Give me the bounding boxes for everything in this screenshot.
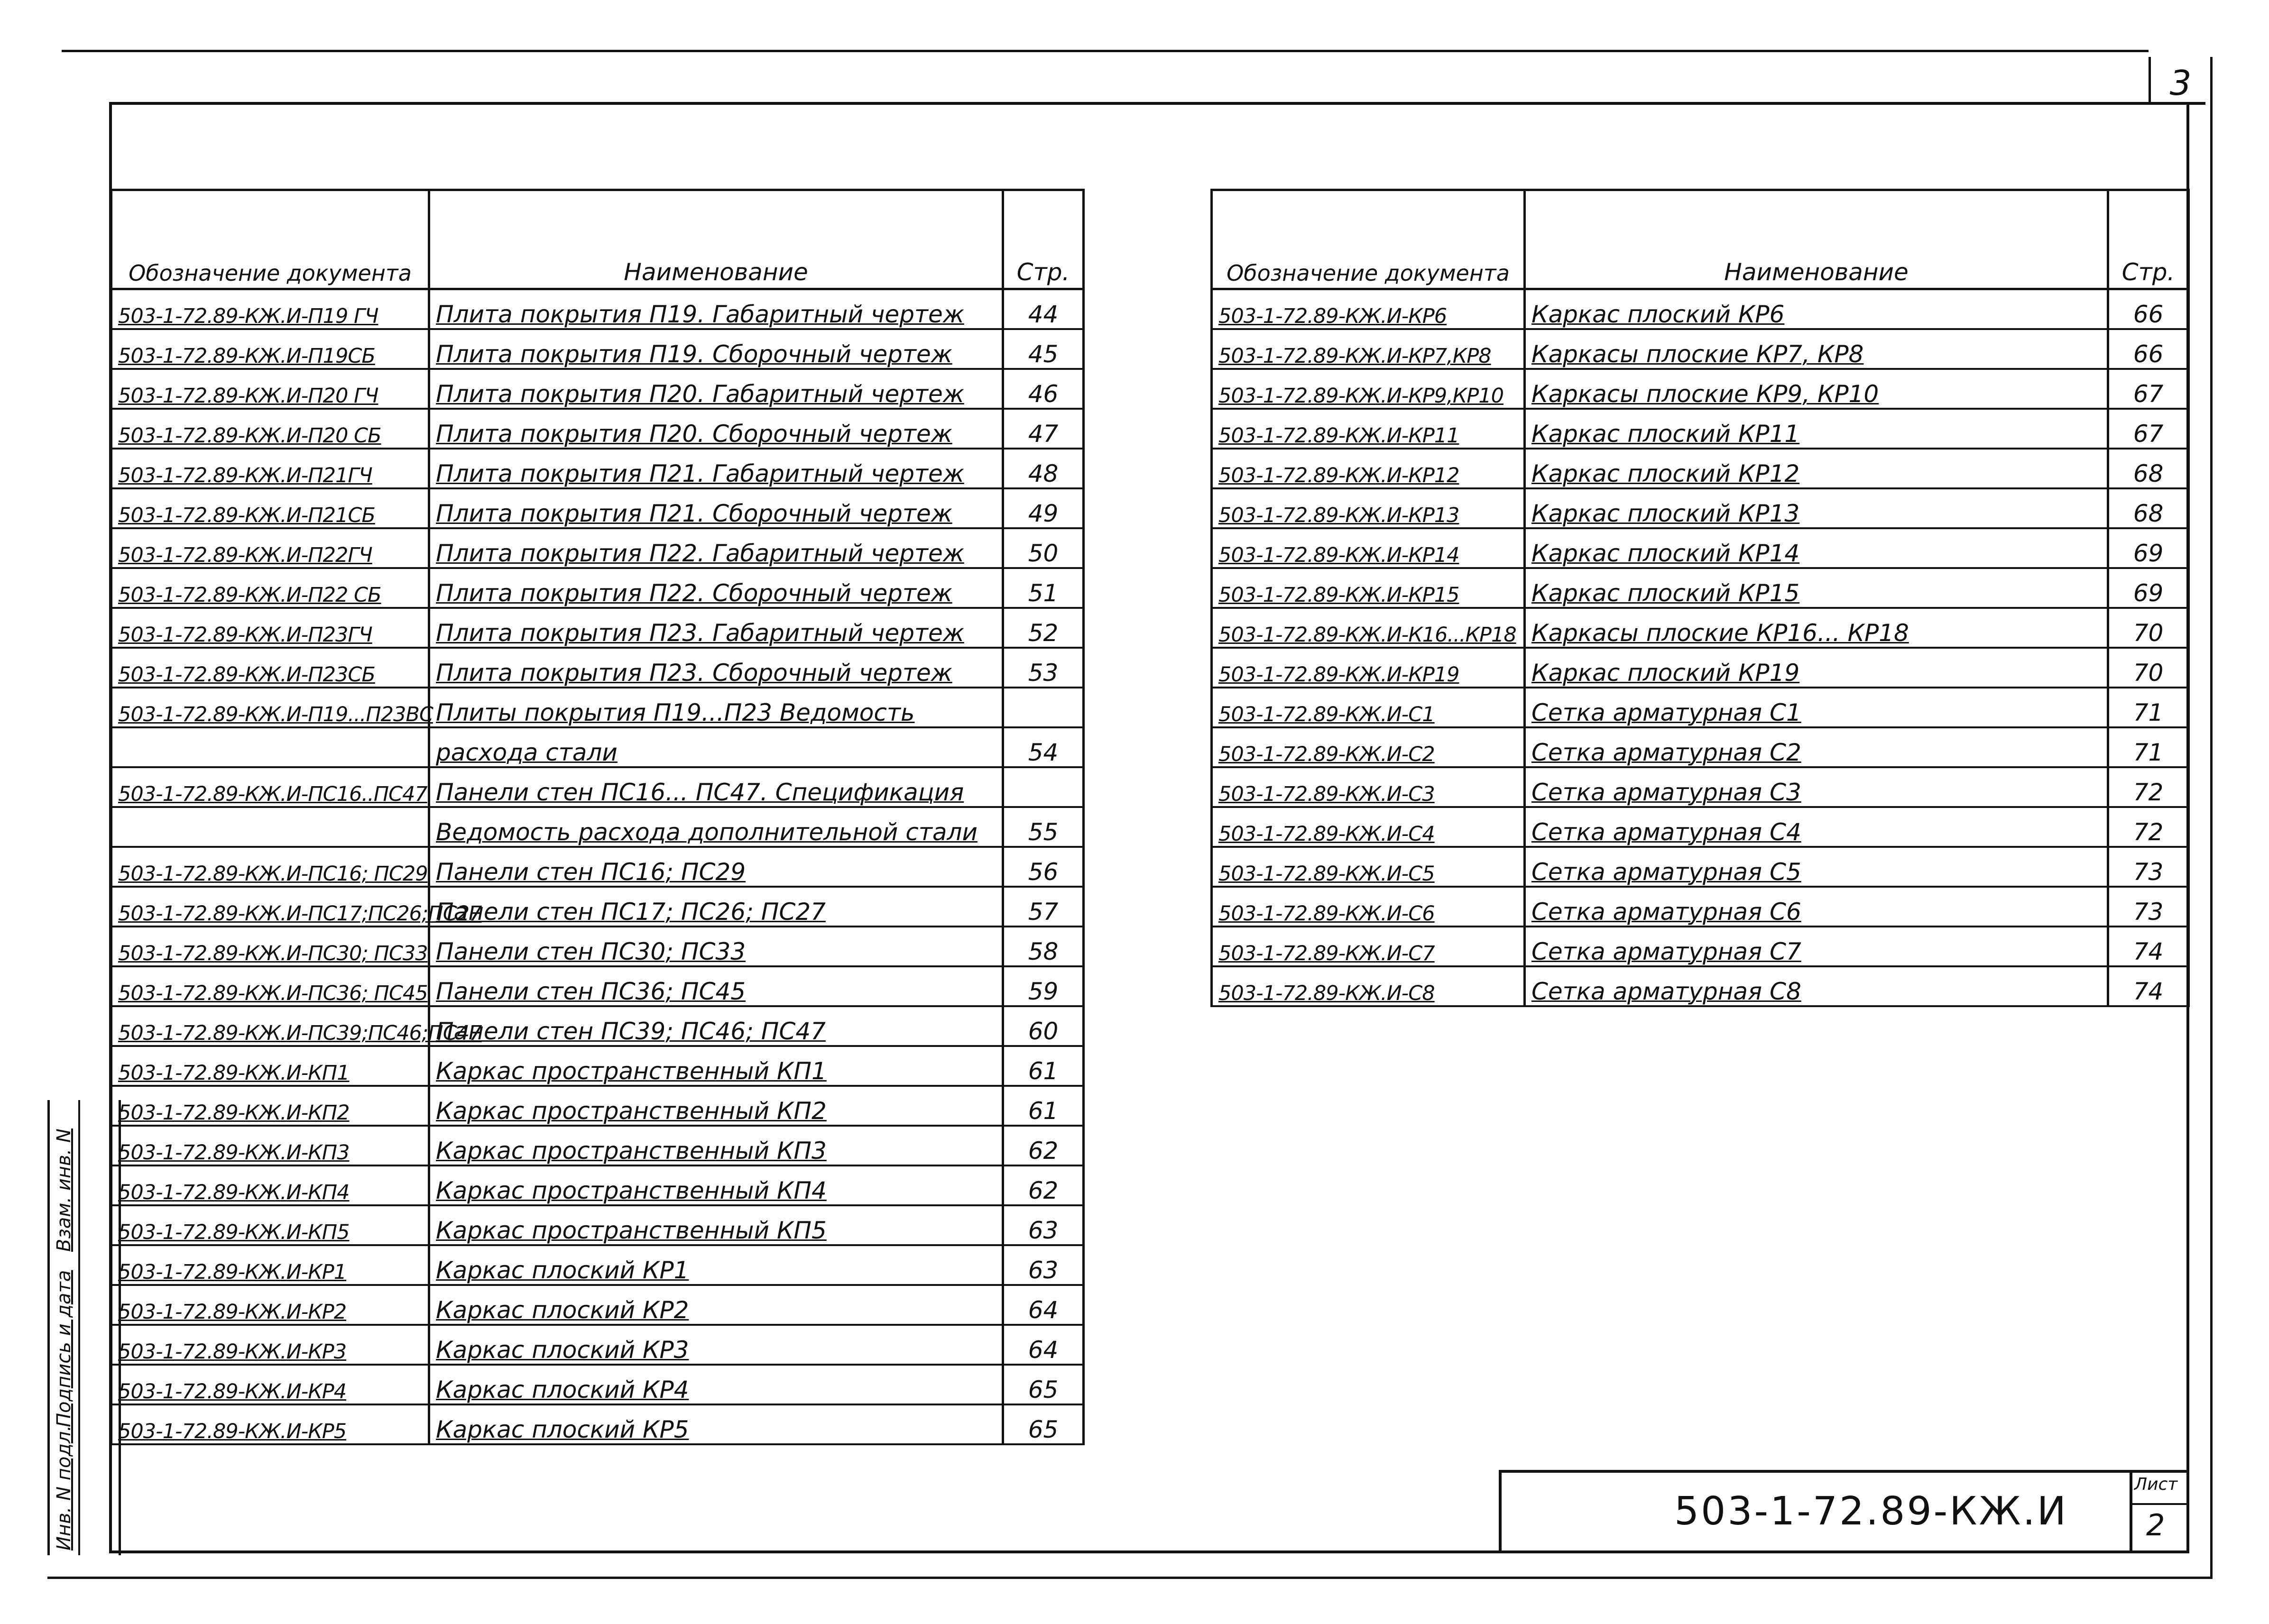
cell-page: 67 xyxy=(2108,409,2189,449)
cell-designation: 503-1-72.89-КЖ.И-С5 xyxy=(1212,847,1525,887)
cell-page: 57 xyxy=(1003,887,1084,927)
cell-name: Каркас плоский КР5 xyxy=(429,1404,1003,1444)
table-row xyxy=(111,1365,1084,1404)
cell-designation: 503-1-72.89-КЖ.И-П19...П23ВС xyxy=(111,688,429,727)
cell-designation: 503-1-72.89-КЖ.И-КР4 xyxy=(111,1365,429,1404)
cell-page: 72 xyxy=(2108,767,2189,807)
cell-page: 62 xyxy=(1003,1126,1084,1165)
cell-page: 66 xyxy=(2108,289,2189,330)
cell-page: 61 xyxy=(1003,1046,1084,1086)
cell-name: Каркас плоский КР11 xyxy=(1525,409,2108,449)
table-row xyxy=(111,528,1084,568)
table-row xyxy=(111,409,1084,449)
cell-name: Каркас плоский КР14 xyxy=(1525,528,2108,568)
cell-designation: 503-1-72.89-КЖ.И-КП5 xyxy=(111,1205,429,1245)
cell-page: 69 xyxy=(2108,568,2189,608)
cell-designation: 503-1-72.89-КЖ.И-КР3 xyxy=(111,1325,429,1365)
left-index-table xyxy=(110,189,1085,1445)
table-row xyxy=(1212,568,2189,608)
cell-designation: 503-1-72.89-КЖ.И-С4 xyxy=(1212,807,1525,847)
cell-page: 53 xyxy=(1003,648,1084,688)
cell-name: Панели стен ПС39; ПС46; ПС47 xyxy=(429,1006,1003,1046)
cell-designation: 503-1-72.89-КЖ.И-С7 xyxy=(1212,927,1525,966)
side-label-inv: Инв. N подл. xyxy=(53,1425,75,1551)
cell-name: Панели стен ПС30; ПС33 xyxy=(429,927,1003,966)
top-rule xyxy=(62,50,2149,52)
cell-page: 51 xyxy=(1003,568,1084,608)
table-row xyxy=(1212,966,2189,1006)
cell-name: Плиты покрытия П19...П23 Ведомость xyxy=(429,688,1003,727)
cell-designation: 503-1-72.89-КЖ.И-КР15 xyxy=(1212,568,1525,608)
cell-designation: 503-1-72.89-КЖ.И-ПС17;ПС26;ПС27 xyxy=(111,887,429,927)
cell-name: Сетка арматурная С3 xyxy=(1525,767,2108,807)
cell-page: 73 xyxy=(2108,847,2189,887)
cell-designation: 503-1-72.89-КЖ.И-КР12 xyxy=(1212,449,1525,488)
cell-designation: 503-1-72.89-КЖ.И-КР7,КР8 xyxy=(1212,329,1525,369)
cell-page: 74 xyxy=(2108,927,2189,966)
table-row xyxy=(111,289,1084,330)
cell-designation: 503-1-72.89-КЖ.И-С1 xyxy=(1212,688,1525,727)
cell-designation: 503-1-72.89-КЖ.И-КР19 xyxy=(1212,648,1525,688)
cell-page: 65 xyxy=(1003,1365,1084,1404)
cell-designation: 503-1-72.89-КЖ.И-КР6 xyxy=(1212,289,1525,330)
table-row xyxy=(1212,528,2189,568)
sheet-box-divider xyxy=(2130,1503,2189,1505)
cell-page: 58 xyxy=(1003,927,1084,966)
side-label-replace: Взам. инв. N xyxy=(53,1129,75,1252)
cell-page: 71 xyxy=(2108,727,2189,767)
cell-designation: 503-1-72.89-КЖ.И-КР13 xyxy=(1212,488,1525,528)
frame-top xyxy=(109,102,2205,105)
table-row xyxy=(1212,329,2189,369)
table-row xyxy=(111,1285,1084,1325)
table-row xyxy=(111,1046,1084,1086)
table-row xyxy=(1212,727,2189,767)
cell-page: 70 xyxy=(2108,648,2189,688)
cell-page: 73 xyxy=(2108,887,2189,927)
table-row xyxy=(111,1006,1084,1046)
cell-page: 68 xyxy=(2108,488,2189,528)
table-row xyxy=(111,887,1084,927)
cell-name: Каркас пространственный КП2 xyxy=(429,1086,1003,1126)
table-row xyxy=(1212,648,2189,688)
cell-page: 47 xyxy=(1003,409,1084,449)
cell-designation: 503-1-72.89-КЖ.И-П19 ГЧ xyxy=(111,289,429,330)
cell-name: Плита покрытия П20. Габаритный чертеж xyxy=(429,369,1003,409)
table-row xyxy=(111,966,1084,1006)
cell-page: 63 xyxy=(1003,1205,1084,1245)
table-row xyxy=(111,608,1084,648)
side-divider-2 xyxy=(78,1100,80,1555)
table-row xyxy=(111,1086,1084,1126)
table-row xyxy=(111,369,1084,409)
side-divider-1 xyxy=(47,1100,50,1555)
cell-name: Плита покрытия П22. Габаритный чертеж xyxy=(429,528,1003,568)
table-row xyxy=(111,1205,1084,1245)
cell-name: Панели стен ПС17; ПС26; ПС27 xyxy=(429,887,1003,927)
table-row xyxy=(111,449,1084,488)
table-row xyxy=(1212,488,2189,528)
cell-name: Каркас плоский КР13 xyxy=(1525,488,2108,528)
header-page: Стр. xyxy=(1003,190,1084,289)
cell-designation: 503-1-72.89-КЖ.И-С2 xyxy=(1212,727,1525,767)
table-header-row xyxy=(1212,190,2189,289)
cell-designation: 503-1-72.89-КЖ.И-КП2 xyxy=(111,1086,429,1126)
side-label-signature: Подпись и дата xyxy=(53,1270,75,1427)
cell-page: 62 xyxy=(1003,1165,1084,1205)
cell-name: Сетка арматурная С5 xyxy=(1525,847,2108,887)
cell-name: Плита покрытия П23. Сборочный чертеж xyxy=(429,648,1003,688)
cell-name: Ведомость расхода дополнительной стали xyxy=(429,807,1003,847)
cell-name: Плита покрытия П20. Сборочный чертеж xyxy=(429,409,1003,449)
cell-name: Панели стен ПС16; ПС29 xyxy=(429,847,1003,887)
table-row xyxy=(111,847,1084,887)
header-page: Стр. xyxy=(2108,190,2189,289)
cell-name: Плита покрытия П19. Сборочный чертеж xyxy=(429,329,1003,369)
cell-designation: 503-1-72.89-КЖ.И-ПС39;ПС46;ПС47 xyxy=(111,1006,429,1046)
cell-page: 59 xyxy=(1003,966,1084,1006)
table-row xyxy=(1212,409,2189,449)
cell-designation: 503-1-72.89-КЖ.И-КР1 xyxy=(111,1245,429,1285)
cell-name: Сетка арматурная С7 xyxy=(1525,927,2108,966)
cell-name: Каркас плоский КР1 xyxy=(429,1245,1003,1285)
right-index-table xyxy=(1210,189,2190,1007)
table-row xyxy=(111,568,1084,608)
table-row xyxy=(1212,449,2189,488)
table-row xyxy=(1212,887,2189,927)
cell-designation xyxy=(111,807,429,847)
table-row xyxy=(1212,807,2189,847)
cell-designation: 503-1-72.89-КЖ.И-ПС16..ПС47 xyxy=(111,767,429,807)
cell-designation: 503-1-72.89-КЖ.И-К16...КР18 xyxy=(1212,608,1525,648)
outer-right xyxy=(2210,57,2213,1579)
header-name: Наименование xyxy=(429,190,1003,289)
cell-page: 52 xyxy=(1003,608,1084,648)
cell-page: 49 xyxy=(1003,488,1084,528)
cell-name: Сетка арматурная С4 xyxy=(1525,807,2108,847)
cell-designation: 503-1-72.89-КЖ.И-КР2 xyxy=(111,1285,429,1325)
cell-page: 55 xyxy=(1003,807,1084,847)
table-header-row xyxy=(111,190,1084,289)
cell-name: Плита покрытия П21. Габаритный чертеж xyxy=(429,449,1003,488)
cell-page: 68 xyxy=(2108,449,2189,488)
cell-page xyxy=(1003,688,1084,727)
cell-page: 66 xyxy=(2108,329,2189,369)
outer-bottom xyxy=(47,1577,2213,1579)
cell-designation: 503-1-72.89-КЖ.И-П21СБ xyxy=(111,488,429,528)
cell-designation: 503-1-72.89-КЖ.И-КР14 xyxy=(1212,528,1525,568)
cell-name: Каркас плоский КР15 xyxy=(1525,568,2108,608)
cell-name: Плита покрытия П23. Габаритный чертеж xyxy=(429,608,1003,648)
table-row xyxy=(111,1404,1084,1444)
table-row xyxy=(111,927,1084,966)
cell-page: 65 xyxy=(1003,1404,1084,1444)
table-row xyxy=(111,1325,1084,1365)
cell-designation: 503-1-72.89-КЖ.И-ПС16; ПС29 xyxy=(111,847,429,887)
header-name: Наименование xyxy=(1525,190,2108,289)
cell-designation: 503-1-72.89-КЖ.И-КР5 xyxy=(111,1404,429,1444)
cell-designation: 503-1-72.89-КЖ.И-КП4 xyxy=(111,1165,429,1205)
cell-name: Каркасы плоские КР16... КР18 xyxy=(1525,608,2108,648)
cell-page: 72 xyxy=(2108,807,2189,847)
cell-name: Сетка арматурная С2 xyxy=(1525,727,2108,767)
cell-name: Плита покрытия П21. Сборочный чертеж xyxy=(429,488,1003,528)
cell-name: Каркас пространственный КП3 xyxy=(429,1126,1003,1165)
cell-designation: 503-1-72.89-КЖ.И-КП3 xyxy=(111,1126,429,1165)
cell-page: 69 xyxy=(2108,528,2189,568)
cell-name: Плита покрытия П19. Габаритный чертеж xyxy=(429,289,1003,330)
cell-page: 46 xyxy=(1003,369,1084,409)
cell-page: 67 xyxy=(2108,369,2189,409)
cell-designation: 503-1-72.89-КЖ.И-С6 xyxy=(1212,887,1525,927)
cell-name: Каркас пространственный КП4 xyxy=(429,1165,1003,1205)
table-row xyxy=(1212,688,2189,727)
cell-designation: 503-1-72.89-КЖ.И-КР11 xyxy=(1212,409,1525,449)
cell-designation: 503-1-72.89-КЖ.И-КР9,КР10 xyxy=(1212,369,1525,409)
table-row xyxy=(111,488,1084,528)
cell-page: 56 xyxy=(1003,847,1084,887)
table-row xyxy=(111,688,1084,727)
cell-designation: 503-1-72.89-КЖ.И-ПС36; ПС45 xyxy=(111,966,429,1006)
table-row xyxy=(111,329,1084,369)
cell-page: 44 xyxy=(1003,289,1084,330)
cell-designation: 503-1-72.89-КЖ.И-ПС30; ПС33 xyxy=(111,927,429,966)
cell-name: Каркас плоский КР12 xyxy=(1525,449,2108,488)
sheet-num-box-left xyxy=(2149,57,2151,104)
cell-name: Каркас плоский КР4 xyxy=(429,1365,1003,1404)
cell-designation: 503-1-72.89-КЖ.И-П22ГЧ xyxy=(111,528,429,568)
cell-designation: 503-1-72.89-КЖ.И-КП1 xyxy=(111,1046,429,1086)
cell-name: Каркасы плоские КР9, КР10 xyxy=(1525,369,2108,409)
cell-designation: 503-1-72.89-КЖ.И-П21ГЧ xyxy=(111,449,429,488)
table-row xyxy=(1212,927,2189,966)
cell-page: 60 xyxy=(1003,1006,1084,1046)
cell-page: 48 xyxy=(1003,449,1084,488)
sheet-value: 2 xyxy=(2146,1508,2165,1542)
table-row xyxy=(111,1165,1084,1205)
table-row xyxy=(1212,767,2189,807)
cell-page xyxy=(1003,767,1084,807)
cell-name: Каркас плоский КР6 xyxy=(1525,289,2108,330)
cell-name: Плита покрытия П22. Сборочный чертеж xyxy=(429,568,1003,608)
cell-designation: 503-1-72.89-КЖ.И-П23СБ xyxy=(111,648,429,688)
cell-designation: 503-1-72.89-КЖ.И-П22 СБ xyxy=(111,568,429,608)
header-designation: Обозначение документа xyxy=(111,190,429,289)
header-designation: Обозначение документа xyxy=(1212,190,1525,289)
cell-designation: 503-1-72.89-КЖ.И-П20 СБ xyxy=(111,409,429,449)
cell-designation: 503-1-72.89-КЖ.И-П20 ГЧ xyxy=(111,369,429,409)
cell-name: Каркас плоский КР2 xyxy=(429,1285,1003,1325)
cell-name: Сетка арматурная С1 xyxy=(1525,688,2108,727)
cell-designation: 503-1-72.89-КЖ.И-С8 xyxy=(1212,966,1525,1006)
cell-name: Каркас пространственный КП5 xyxy=(429,1205,1003,1245)
cell-designation: 503-1-72.89-КЖ.И-П19СБ xyxy=(111,329,429,369)
table-row xyxy=(1212,289,2189,330)
cell-page: 54 xyxy=(1003,727,1084,767)
table-row xyxy=(111,767,1084,807)
cell-page: 50 xyxy=(1003,528,1084,568)
cell-page: 63 xyxy=(1003,1245,1084,1285)
cell-page: 70 xyxy=(2108,608,2189,648)
cell-page: 74 xyxy=(2108,966,2189,1006)
cell-designation: 503-1-72.89-КЖ.И-С3 xyxy=(1212,767,1525,807)
cell-page: 45 xyxy=(1003,329,1084,369)
cell-page: 64 xyxy=(1003,1285,1084,1325)
cell-name: Панели стен ПС36; ПС45 xyxy=(429,966,1003,1006)
cell-name: Каркасы плоские КР7, КР8 xyxy=(1525,329,2108,369)
cell-designation: 503-1-72.89-КЖ.И-П23ГЧ xyxy=(111,608,429,648)
table-row xyxy=(111,1245,1084,1285)
cell-name: Сетка арматурная С6 xyxy=(1525,887,2108,927)
cell-name: расхода стали xyxy=(429,727,1003,767)
cell-page: 64 xyxy=(1003,1325,1084,1365)
table-row xyxy=(111,807,1084,847)
cell-page: 61 xyxy=(1003,1086,1084,1126)
table-row xyxy=(111,1126,1084,1165)
cell-name: Каркас плоский КР3 xyxy=(429,1325,1003,1365)
cell-name: Панели стен ПС16... ПС47. Спецификация xyxy=(429,767,1003,807)
cell-name: Сетка арматурная С8 xyxy=(1525,966,2108,1006)
table-row xyxy=(1212,608,2189,648)
document-code: 503-1-72.89-КЖ.И xyxy=(1674,1489,2068,1534)
table-row xyxy=(1212,369,2189,409)
sheet-number: 3 xyxy=(2169,63,2192,103)
cell-designation xyxy=(111,727,429,767)
table-row xyxy=(1212,847,2189,887)
cell-name: Каркас пространственный КП1 xyxy=(429,1046,1003,1086)
table-row xyxy=(111,648,1084,688)
cell-name: Каркас плоский КР19 xyxy=(1525,648,2108,688)
cell-page: 71 xyxy=(2108,688,2189,727)
table-row xyxy=(111,727,1084,767)
sheet-label: Лист xyxy=(2134,1475,2178,1494)
